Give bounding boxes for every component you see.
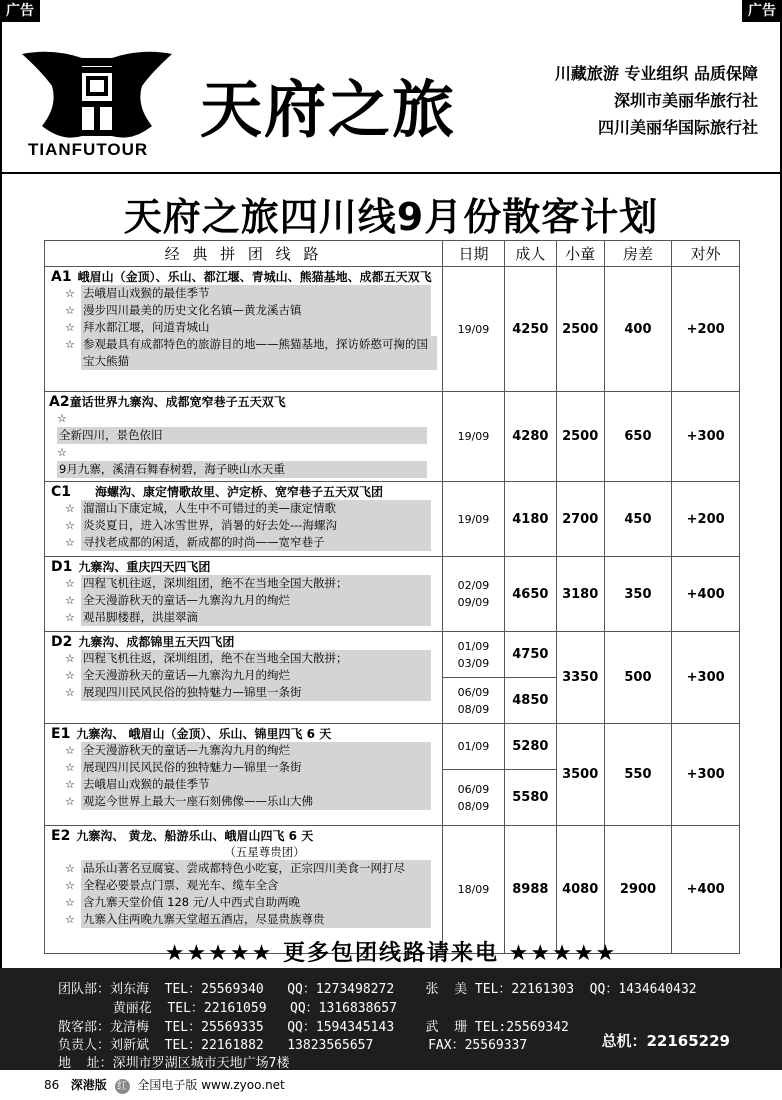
header-route: 经 典 拼 团 线 路: [45, 241, 443, 267]
star-icon: ☆: [65, 879, 75, 892]
ad-label-left: 广告: [0, 0, 40, 22]
child-price: 3350: [556, 632, 604, 724]
star-icon: ☆: [65, 761, 75, 774]
more-routes-banner: ★★★★★ 更多包团线路请来电 ★★★★★: [164, 941, 618, 966]
room-diff: 500: [604, 632, 672, 724]
route-item: 全新四川，景色依旧: [57, 427, 427, 444]
table-row: [45, 557, 740, 632]
room-diff: 400: [604, 267, 672, 392]
route-item: 去峨眉山戏猴的最佳季节: [81, 776, 431, 793]
route-item: 品乐山著名豆腐宴、尝成都特色小吃宴，正宗四川美食一网打尽: [81, 860, 431, 877]
header-room: 房差: [604, 241, 672, 267]
table-row: [45, 392, 740, 482]
route-item: 九寨入住两晚九寨天堂超五酒店，尽显贵族尊贵: [81, 911, 431, 928]
star-icon: ☆: [65, 611, 75, 624]
star-icon: ☆: [57, 412, 67, 425]
external-price: +300: [672, 392, 740, 482]
route-item: 寻找老成都的闲适，新成都的时尚——宽窄巷子: [81, 534, 431, 551]
star-icon: ☆: [65, 321, 75, 334]
page-footer: [44, 1076, 285, 1094]
room-diff: 550: [604, 724, 672, 826]
star-icon: ☆: [65, 778, 75, 791]
route-name: 海螺沟、康定情歌故里、泸定桥、宽窄巷子五天双飞团: [95, 485, 384, 499]
child-price: 2700: [556, 482, 604, 557]
contact-row-team: 团队部：刘东海 TEL：25569340 QQ：1273498272 张 美 TEL：22161303 QQ：1434640432: [58, 982, 697, 997]
contact-row-team-2: 黄丽花 TEL：22161059 QQ：1316838657: [58, 1001, 397, 1016]
route-name: 九寨沟、 峨眉山（金顶）、乐山、锦里四飞 6 天: [76, 727, 332, 741]
route-code: A1: [51, 269, 72, 285]
date-cell: 06/09 08/09: [442, 770, 504, 826]
date-cell: 01/09: [442, 724, 504, 770]
route-d2: [45, 632, 443, 724]
route-d1: [45, 557, 443, 632]
date-cell: 01/09 03/09: [442, 632, 504, 678]
page-number: 86: [44, 1078, 60, 1092]
route-code: D2: [51, 634, 73, 650]
route-a1: [45, 267, 443, 392]
route-item: 观迄今世界上最大一座石刻佛像——乐山大佛: [81, 793, 431, 810]
slogan-1: 川藏旅游 专业组织 品质保障: [554, 64, 758, 83]
route-subtitle: （五星尊贵团）: [224, 845, 305, 859]
date-cell: 19/09: [442, 482, 504, 557]
route-a2: [45, 392, 443, 482]
ad-label-right: 广告: [742, 0, 782, 22]
route-item: 漫步四川最美的历史文化名镇—黄龙溪古镇: [81, 302, 431, 319]
route-item: 9月九寨，溪清石舞春树碧，海子映山水天重: [57, 461, 427, 478]
adult-price: 5280: [504, 724, 556, 770]
route-item: 去峨眉山戏猴的最佳季节: [81, 285, 431, 302]
star-icon: ☆: [65, 896, 75, 909]
star-icon: ☆: [65, 287, 75, 300]
route-name: 九寨沟、 黄龙、船游乐山、峨眉山四飞 6 天: [76, 829, 314, 843]
route-item: 全天漫游秋天的童话—九寨沟九月的绚烂: [81, 592, 431, 609]
header-ext: 对外: [672, 241, 740, 267]
route-name: 童话世界九寨沟、成都宽窄巷子五天双飞: [69, 395, 286, 409]
header-adult: 成人: [504, 241, 556, 267]
header-date: 日期: [442, 241, 504, 267]
table-header-row: [45, 241, 740, 267]
external-price: +300: [672, 724, 740, 826]
external-price: +400: [672, 826, 740, 954]
contact-row-individual: 散客部：龙清梅 TEL：25569335 QQ：1594345143 武 珊 TEL:25569342: [58, 1020, 569, 1035]
site-link[interactable]: 全国电子版 www.zyoo.net: [137, 1078, 285, 1092]
star-icon: ☆: [65, 744, 75, 757]
room-diff: 2900: [604, 826, 672, 954]
room-diff: 450: [604, 482, 672, 557]
route-item: 展现四川民风民俗的独特魅力—锦里一条街: [81, 684, 431, 701]
route-item: 全天漫游秋天的童话—九寨沟九月的绚烂: [81, 667, 431, 684]
header: [2, 24, 780, 174]
route-item: 观吊脚楼群，洪崖翠滴: [81, 609, 431, 626]
route-item: 炎炎夏日，进入冰雪世界，消暑的好去处---海螺沟: [81, 517, 431, 534]
star-icon: ☆: [65, 502, 75, 515]
contact-block: [0, 968, 782, 1070]
external-price: +200: [672, 267, 740, 392]
route-code: E2: [51, 828, 71, 844]
adult-price: 5580: [504, 770, 556, 826]
table-row: [45, 267, 740, 392]
route-item: 参观最具有成都特色的旅游目的地——熊猫基地，探访娇憨可掬的国宝大熊猫: [81, 336, 437, 370]
route-c1: [45, 482, 443, 557]
edition-label: 深港版: [70, 1078, 107, 1092]
slogans: [555, 60, 758, 141]
star-icon: ☆: [65, 862, 75, 875]
child-price: 4080: [556, 826, 604, 954]
external-price: +400: [672, 557, 740, 632]
room-diff: 650: [604, 392, 672, 482]
route-e2: [45, 826, 443, 954]
date-cell: 19/09: [442, 392, 504, 482]
contact-row-manager: 负责人：刘新斌 TEL：22161882 13823565657 FAX：25569337: [58, 1038, 528, 1053]
route-item: 四程飞机往返，深圳组团，绝不在当地全国大散拼；: [81, 650, 431, 667]
brand-name: 天府之旅: [200, 73, 457, 146]
route-item: 展现四川民风民俗的独特魅力—锦里一条街: [81, 759, 431, 776]
switchboard-number: 总机：22165229: [601, 1032, 730, 1050]
header-child: 小童: [556, 241, 604, 267]
star-icon: ☆: [65, 913, 75, 926]
date-cell: 19/09: [442, 267, 504, 392]
table-row: [45, 724, 740, 770]
route-item: 含九寨天堂价值 128 元/人中西式自助两晚: [81, 894, 431, 911]
star-icon: ☆: [65, 519, 75, 532]
star-icon: ☆: [65, 536, 75, 549]
child-price: 2500: [556, 392, 604, 482]
route-code: A2: [49, 394, 70, 410]
route-code: D1: [51, 559, 73, 575]
route-code: E1: [51, 726, 71, 742]
adult-price: 4280: [504, 392, 556, 482]
adult-price: 4750: [504, 632, 556, 678]
table-row: [45, 826, 740, 954]
route-e1: [45, 724, 443, 826]
table-row: [45, 632, 740, 678]
external-price: +200: [672, 482, 740, 557]
adult-price: 4250: [504, 267, 556, 392]
child-price: 3500: [556, 724, 604, 826]
route-name: 九寨沟、成都锦里五天四飞团: [78, 635, 235, 649]
contact-row-address: 地 址：深圳市罗湖区城市天地广场7楼: [58, 1056, 290, 1071]
star-icon: ☆: [65, 304, 75, 317]
red-badge-icon: 红: [115, 1079, 130, 1094]
route-item: 全程必要景点门票、观光车、缆车全含: [81, 877, 431, 894]
route-name: 九寨沟、重庆四天四飞团: [78, 560, 211, 574]
logo-text: TIANFUTOUR: [28, 140, 149, 159]
room-diff: 350: [604, 557, 672, 632]
slogan-3: 四川美丽华国际旅行社: [597, 118, 758, 137]
adult-price: 4180: [504, 482, 556, 557]
route-item: 溜溜山下康定城，人生中不可错过的美—康定情歌: [81, 500, 431, 517]
adult-price: 4650: [504, 557, 556, 632]
page-title: 天府之旅四川线9月份散客计划: [123, 195, 659, 239]
star-icon: ☆: [65, 594, 75, 607]
slogan-2: 深圳市美丽华旅行社: [613, 91, 758, 110]
star-icon: ☆: [65, 669, 75, 682]
star-icon: ☆: [65, 338, 75, 351]
route-item: 四程飞机往返，深圳组团，绝不在当地全国大散拼；: [81, 575, 431, 592]
tour-plan-table: [44, 240, 740, 954]
star-icon: ☆: [57, 446, 67, 459]
star-icon: ☆: [65, 795, 75, 808]
external-price: +300: [672, 632, 740, 724]
table-row: [45, 482, 740, 557]
star-icon: ☆: [65, 652, 75, 665]
child-price: 3180: [556, 557, 604, 632]
date-cell: 06/09 08/09: [442, 678, 504, 724]
adult-price: 4850: [504, 678, 556, 724]
route-code: C1: [51, 484, 72, 500]
adult-price: 8988: [504, 826, 556, 954]
star-icon: ☆: [65, 686, 75, 699]
route-item: 拜水都江堰，问道青城山: [81, 319, 431, 336]
date-cell: 02/09 09/09: [442, 557, 504, 632]
star-icon: ☆: [65, 577, 75, 590]
route-item: 全天漫游秋天的童话—九寨沟九月的绚烂: [81, 742, 431, 759]
child-price: 2500: [556, 267, 604, 392]
date-cell: 18/09: [442, 826, 504, 954]
route-name: 峨眉山（金顶）、乐山、都江堰、青城山、熊猫基地、成都五天双飞: [77, 270, 432, 284]
